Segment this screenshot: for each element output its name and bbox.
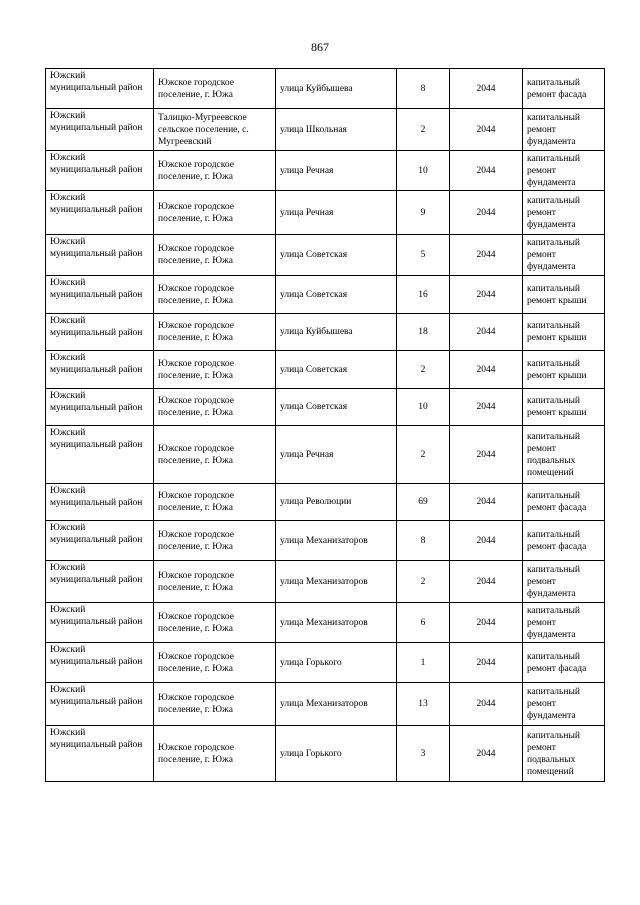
table-row bbox=[46, 389, 605, 426]
settlement-cell: Южское городское поселение, г. Южа bbox=[154, 603, 276, 643]
street-cell: улица Советская bbox=[276, 276, 397, 314]
street-cell: улица Советская bbox=[276, 235, 397, 276]
district-cell: Южский муниципальный район bbox=[46, 314, 154, 351]
house-cell: 8 bbox=[397, 521, 450, 561]
table-row bbox=[46, 521, 605, 561]
table-row bbox=[46, 484, 605, 521]
settlement-cell: Южское городское поселение, г. Южа bbox=[154, 351, 276, 389]
district-cell: Южский муниципальный район bbox=[46, 683, 154, 726]
district-cell: Южский муниципальный район bbox=[46, 69, 154, 109]
table-row bbox=[46, 191, 605, 235]
district-cell: Южский муниципальный район bbox=[46, 235, 154, 276]
street-cell: улица Речная bbox=[276, 426, 397, 484]
street-cell: улица Речная bbox=[276, 151, 397, 191]
table-row bbox=[46, 643, 605, 683]
year-cell: 2044 bbox=[450, 191, 523, 235]
settlement-cell: Южское городское поселение, г. Южа bbox=[154, 235, 276, 276]
district-cell: Южский муниципальный район bbox=[46, 726, 154, 782]
street-cell: улица Школьная bbox=[276, 109, 397, 151]
district-cell: Южский муниципальный район bbox=[46, 191, 154, 235]
house-cell: 13 bbox=[397, 683, 450, 726]
year-cell: 2044 bbox=[450, 726, 523, 782]
work-cell: капитальный ремонт фундамента bbox=[523, 561, 605, 603]
work-cell: капитальный ремонт подвальных помещений bbox=[523, 726, 605, 782]
street-cell: улица Механизаторов bbox=[276, 561, 397, 603]
year-cell: 2044 bbox=[450, 643, 523, 683]
year-cell: 2044 bbox=[450, 69, 523, 109]
year-cell: 2044 bbox=[450, 426, 523, 484]
street-cell: улица Советская bbox=[276, 351, 397, 389]
year-cell: 2044 bbox=[450, 484, 523, 521]
street-cell: улица Механизаторов bbox=[276, 521, 397, 561]
house-cell: 2 bbox=[397, 561, 450, 603]
year-cell: 2044 bbox=[450, 109, 523, 151]
street-cell: улица Механизаторов bbox=[276, 683, 397, 726]
year-cell: 2044 bbox=[450, 683, 523, 726]
table-row bbox=[46, 426, 605, 484]
table-row bbox=[46, 603, 605, 643]
repair-schedule-table bbox=[45, 68, 605, 782]
district-cell: Южский муниципальный район bbox=[46, 521, 154, 561]
street-cell: улица Горького bbox=[276, 643, 397, 683]
table-row bbox=[46, 561, 605, 603]
work-cell: капитальный ремонт фундамента bbox=[523, 235, 605, 276]
table-row bbox=[46, 69, 605, 109]
work-cell: капитальный ремонт фундамента bbox=[523, 191, 605, 235]
district-cell: Южский муниципальный район bbox=[46, 151, 154, 191]
table-row bbox=[46, 351, 605, 389]
work-cell: капитальный ремонт подвальных помещений bbox=[523, 426, 605, 484]
district-cell: Южский муниципальный район bbox=[46, 426, 154, 484]
work-cell: капитальный ремонт крыши bbox=[523, 351, 605, 389]
district-cell: Южский муниципальный район bbox=[46, 484, 154, 521]
year-cell: 2044 bbox=[450, 561, 523, 603]
house-cell: 6 bbox=[397, 603, 450, 643]
street-cell: улица Революции bbox=[276, 484, 397, 521]
house-cell: 3 bbox=[397, 726, 450, 782]
year-cell: 2044 bbox=[450, 235, 523, 276]
street-cell: улица Куйбышева bbox=[276, 314, 397, 351]
year-cell: 2044 bbox=[450, 389, 523, 426]
work-cell: капитальный ремонт фундамента bbox=[523, 151, 605, 191]
settlement-cell: Южское городское поселение, г. Южа bbox=[154, 726, 276, 782]
house-cell: 10 bbox=[397, 151, 450, 191]
table-row bbox=[46, 109, 605, 151]
work-cell: капитальный ремонт крыши bbox=[523, 314, 605, 351]
settlement-cell: Южское городское поселение, г. Южа bbox=[154, 426, 276, 484]
year-cell: 2044 bbox=[450, 603, 523, 643]
table-row bbox=[46, 314, 605, 351]
settlement-cell: Южское городское поселение, г. Южа bbox=[154, 191, 276, 235]
work-cell: капитальный ремонт фасада bbox=[523, 484, 605, 521]
settlement-cell: Южское городское поселение, г. Южа bbox=[154, 643, 276, 683]
settlement-cell: Южское городское поселение, г. Южа bbox=[154, 151, 276, 191]
settlement-cell: Южское городское поселение, г. Южа bbox=[154, 69, 276, 109]
work-cell: капитальный ремонт крыши bbox=[523, 276, 605, 314]
street-cell: улица Механизаторов bbox=[276, 603, 397, 643]
district-cell: Южский муниципальный район bbox=[46, 561, 154, 603]
house-cell: 5 bbox=[397, 235, 450, 276]
house-cell: 9 bbox=[397, 191, 450, 235]
house-cell: 1 bbox=[397, 643, 450, 683]
house-cell: 10 bbox=[397, 389, 450, 426]
street-cell: улица Речная bbox=[276, 191, 397, 235]
settlement-cell: Южское городское поселение, г. Южа bbox=[154, 484, 276, 521]
table-row bbox=[46, 683, 605, 726]
district-cell: Южский муниципальный район bbox=[46, 351, 154, 389]
district-cell: Южский муниципальный район bbox=[46, 109, 154, 151]
table-body bbox=[46, 69, 605, 782]
house-cell: 2 bbox=[397, 109, 450, 151]
work-cell: капитальный ремонт фундамента bbox=[523, 109, 605, 151]
settlement-cell: Южское городское поселение, г. Южа bbox=[154, 314, 276, 351]
district-cell: Южский муниципальный район bbox=[46, 389, 154, 426]
house-cell: 18 bbox=[397, 314, 450, 351]
page-number: 867 bbox=[311, 40, 329, 54]
year-cell: 2044 bbox=[450, 151, 523, 191]
table-row bbox=[46, 726, 605, 782]
work-cell: капитальный ремонт фасада bbox=[523, 521, 605, 561]
settlement-cell: Талицко-Мугреевское сельское поселение, с. Мугреевский bbox=[154, 109, 276, 151]
settlement-cell: Южское городское поселение, г. Южа bbox=[154, 521, 276, 561]
house-cell: 2 bbox=[397, 351, 450, 389]
table-row bbox=[46, 151, 605, 191]
year-cell: 2044 bbox=[450, 351, 523, 389]
settlement-cell: Южское городское поселение, г. Южа bbox=[154, 561, 276, 603]
district-cell: Южский муниципальный район bbox=[46, 603, 154, 643]
house-cell: 16 bbox=[397, 276, 450, 314]
year-cell: 2044 bbox=[450, 314, 523, 351]
work-cell: капитальный ремонт фасада bbox=[523, 69, 605, 109]
district-cell: Южский муниципальный район bbox=[46, 643, 154, 683]
work-cell: капитальный ремонт крыши bbox=[523, 389, 605, 426]
year-cell: 2044 bbox=[450, 521, 523, 561]
street-cell: улица Куйбышева bbox=[276, 69, 397, 109]
settlement-cell: Южское городское поселение, г. Южа bbox=[154, 276, 276, 314]
work-cell: капитальный ремонт фасада bbox=[523, 643, 605, 683]
table-row bbox=[46, 276, 605, 314]
street-cell: улица Горького bbox=[276, 726, 397, 782]
work-cell: капитальный ремонт фундамента bbox=[523, 683, 605, 726]
district-cell: Южский муниципальный район bbox=[46, 276, 154, 314]
work-cell: капитальный ремонт фундамента bbox=[523, 603, 605, 643]
street-cell: улица Советская bbox=[276, 389, 397, 426]
table-row bbox=[46, 235, 605, 276]
house-cell: 8 bbox=[397, 69, 450, 109]
year-cell: 2044 bbox=[450, 276, 523, 314]
settlement-cell: Южское городское поселение, г. Южа bbox=[154, 683, 276, 726]
settlement-cell: Южское городское поселение, г. Южа bbox=[154, 389, 276, 426]
house-cell: 2 bbox=[397, 426, 450, 484]
house-cell: 69 bbox=[397, 484, 450, 521]
